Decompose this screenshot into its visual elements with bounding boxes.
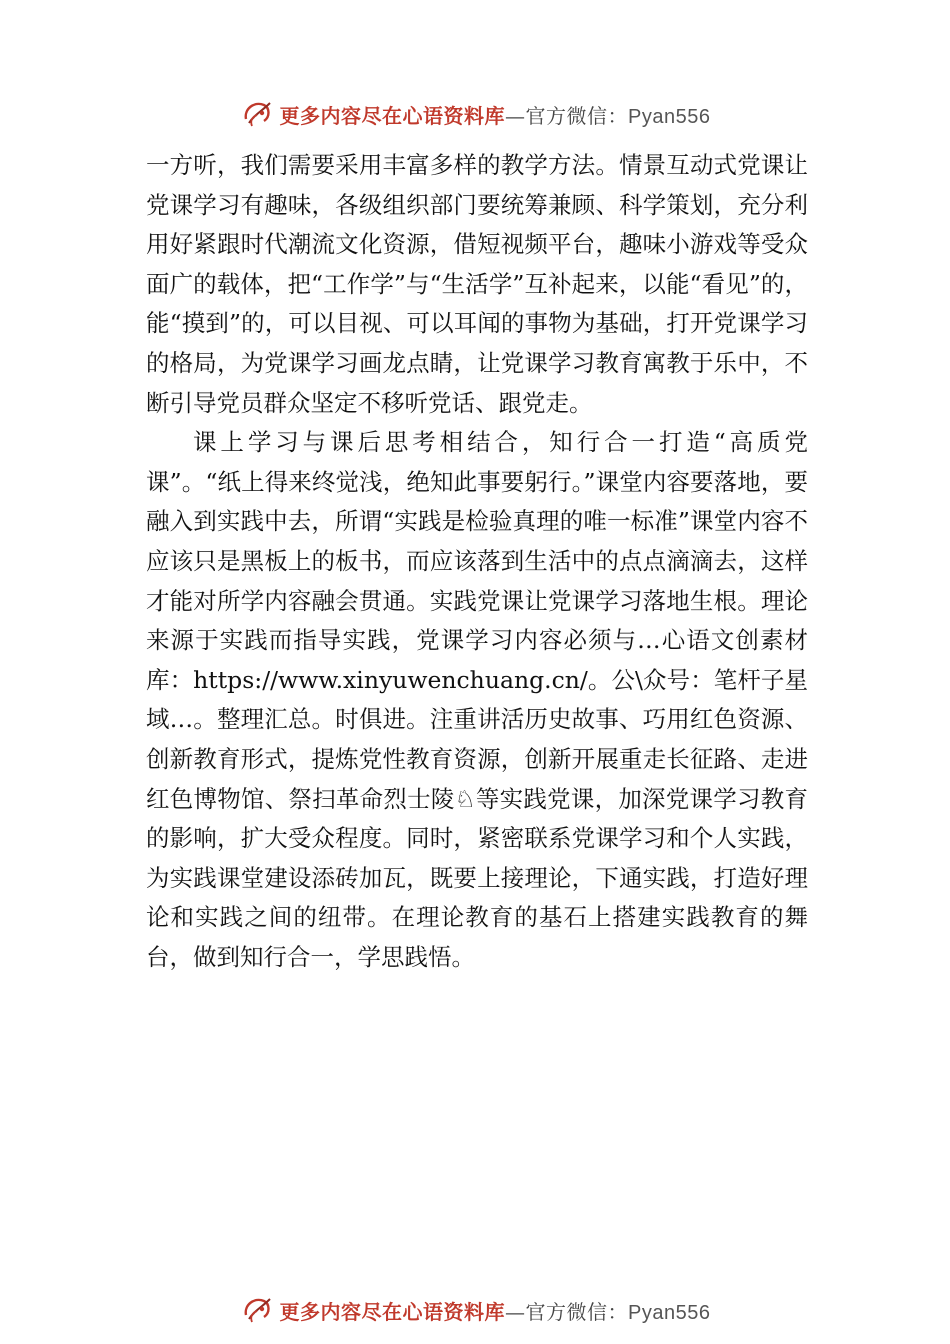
watermark-dash: — xyxy=(505,103,526,128)
watermark-brand: 更多内容尽在心语资料库 xyxy=(279,1299,506,1324)
watermark-wechat-id: Pyan556 xyxy=(628,105,711,128)
watermark-text xyxy=(280,100,711,129)
quill-swirl-icon xyxy=(240,97,274,131)
watermark-wechat-label: 官方微信： xyxy=(525,1299,629,1324)
quill-swirl-icon xyxy=(240,1293,274,1327)
paragraph-2: 课上学习与课后思考相结合，知行合一打造“高质党课”。“纸上得来终觉浅，绝知此事要躬行。”课堂内容要落地，要融入到实践中去，所谓“实践是检验真理的唯一标准”课堂内容不应该只是黑板上的板书，而应该落到生活中的点点滴滴去，这样才能对所学内容融会贯通。实践党课让党课学习落地生根。理论来源于实践而指导实践，党课学习内容必须与…心语文创素材库：https://www.xinyuwenchuang.cn/。公\众号：笔杆子星域…。整理汇总。时俱进。注重讲活历史故事、巧用红色资源、创新教育形式，提炼党性教育资源，创新开展重走长征路、走进红色博物馆、祭扫革命烈士陵♘等实践党课，加深党课学习教育的影响，扩大受众程度。同时，紧密联系党课学习和个人实践， 为实践课堂建设添砖加瓦，既要上接理论，下通实践，打造好理论和实践之间的纽带。在理论教育的基石上搭建实践教育的舞台，做到知行合一，学思践悟。 xyxy=(146,428,808,971)
header-watermark xyxy=(0,94,950,134)
watermark-text xyxy=(280,1296,711,1325)
watermark-wechat-label: 官方微信： xyxy=(525,103,629,128)
paragraph-1: 一方听，我们需要采用丰富多样的教学方法。情景互动式党课让党课学习有趣味，各级组织部门要统筹兼顾、科学策划，充分利用好紧跟时代潮流文化资源，借短视频平台，趣味小游戏等受众面广的载体，把“工作学”与“生活学”互补起来，以能“看见”的，能“摸到”的，可以目视、可以耳闻的事物为基础，打开党课学习的格局，为党课学习画龙点睛，让党课学习教育寓教于乐中，不断引导党员群众坚定不移听党话、跟党走。 xyxy=(146,151,808,417)
watermark-dash: — xyxy=(505,1299,526,1324)
footer-watermark xyxy=(0,1290,950,1330)
watermark-brand: 更多内容尽在心语资料库 xyxy=(279,103,506,128)
watermark-wechat-id: Pyan556 xyxy=(628,1301,711,1324)
document-body xyxy=(146,146,808,977)
